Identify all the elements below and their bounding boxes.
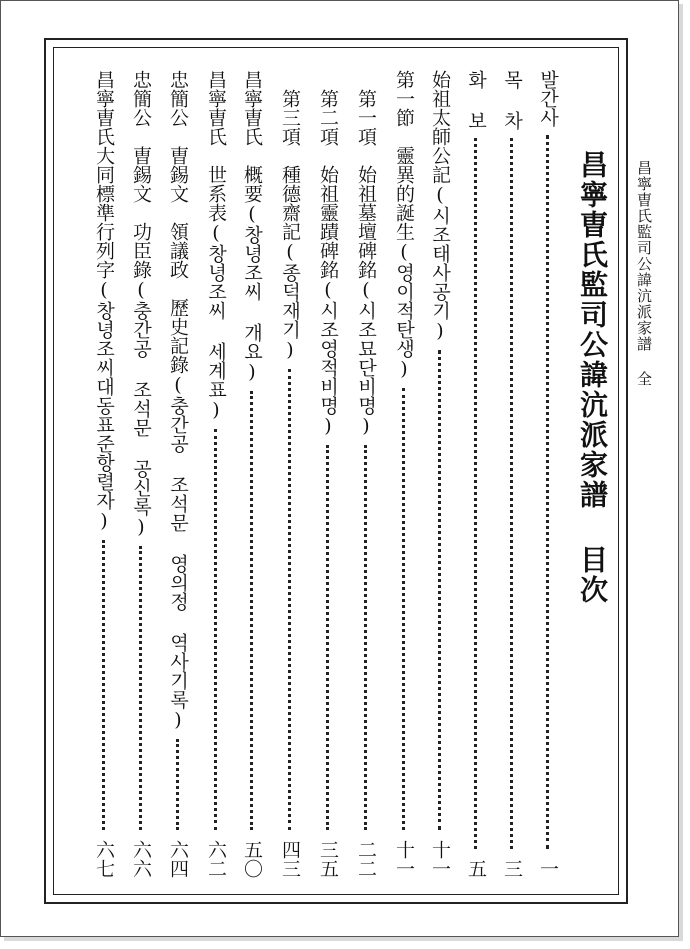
toc-entry-text: 忠簡公 曺錫文 領議政 歷史記錄(충간공 조석문 영의정 역사기록) <box>167 70 189 731</box>
toc-entry-text: 昌寧曺氏 世系表(창녕조씨 세계표) <box>205 70 227 421</box>
toc-entry-page: 十一 <box>393 840 415 878</box>
toc-entry-page: 四三 <box>279 840 301 878</box>
toc-entry-page: 五 <box>465 859 487 878</box>
toc-entry-text: 第一節 靈異的誕生(영이적탄생) <box>393 70 415 380</box>
leader-dots <box>438 350 441 830</box>
leader-dots <box>176 739 179 830</box>
toc-entry-text: 第三項 種德齋記(종덕재기) <box>279 70 301 361</box>
leader-dots <box>326 445 329 830</box>
toc-entry-page: 六四 <box>167 840 189 878</box>
toc-entry-text: 第二項 始祖靈蹟碑銘(시조영적비명) <box>317 70 339 437</box>
leader-dots <box>139 546 142 830</box>
leader-dots <box>510 138 513 849</box>
toc-entry-page: 二二 <box>355 840 377 878</box>
toc-entry-text: 昌寧曺氏大同標準行列字(창녕조씨대동표준항렬자) <box>93 70 115 532</box>
toc-entry-page: 五〇 <box>241 840 263 878</box>
page-title: 昌寧曺氏監司公諱沆派家譜 目次 <box>576 150 609 605</box>
toc-entry-page: 三五 <box>317 840 339 878</box>
leader-dots <box>546 135 549 849</box>
toc-entry-page: 十一 <box>429 840 451 878</box>
toc-entry-page: 一 <box>537 859 559 878</box>
leader-dots <box>102 540 105 830</box>
toc-entry-text: 목 차 <box>501 70 523 130</box>
leader-dots <box>402 388 405 830</box>
toc-entry-text: 始祖太師公記(시조태사공기) <box>429 70 451 342</box>
toc-entry-page: 六六 <box>130 840 152 878</box>
toc-entry-text: 忠簡公 曺錫文 功臣錄(충간공 조석문 공신록) <box>130 70 152 538</box>
toc-entry-page: 三 <box>501 859 523 878</box>
toc-entry-text: 第一項 始祖墓壇碑銘(시조묘단비명) <box>355 70 377 437</box>
toc-entry-text: 昌寧曺氏 概要(창녕조씨 개요) <box>241 70 263 383</box>
leader-dots <box>364 445 367 830</box>
toc-entry-page: 六七 <box>93 840 115 878</box>
leader-dots <box>214 429 217 830</box>
toc-entry-page: 六二 <box>205 840 227 878</box>
toc-entry-text: 화 보 <box>465 70 487 130</box>
toc-entry-text: 발간사 <box>537 70 559 127</box>
leader-dots <box>250 391 253 830</box>
running-header: 昌寧曺氏監司公諱沆派家譜 全 <box>635 160 653 387</box>
leader-dots <box>288 369 291 830</box>
leader-dots <box>474 138 477 849</box>
